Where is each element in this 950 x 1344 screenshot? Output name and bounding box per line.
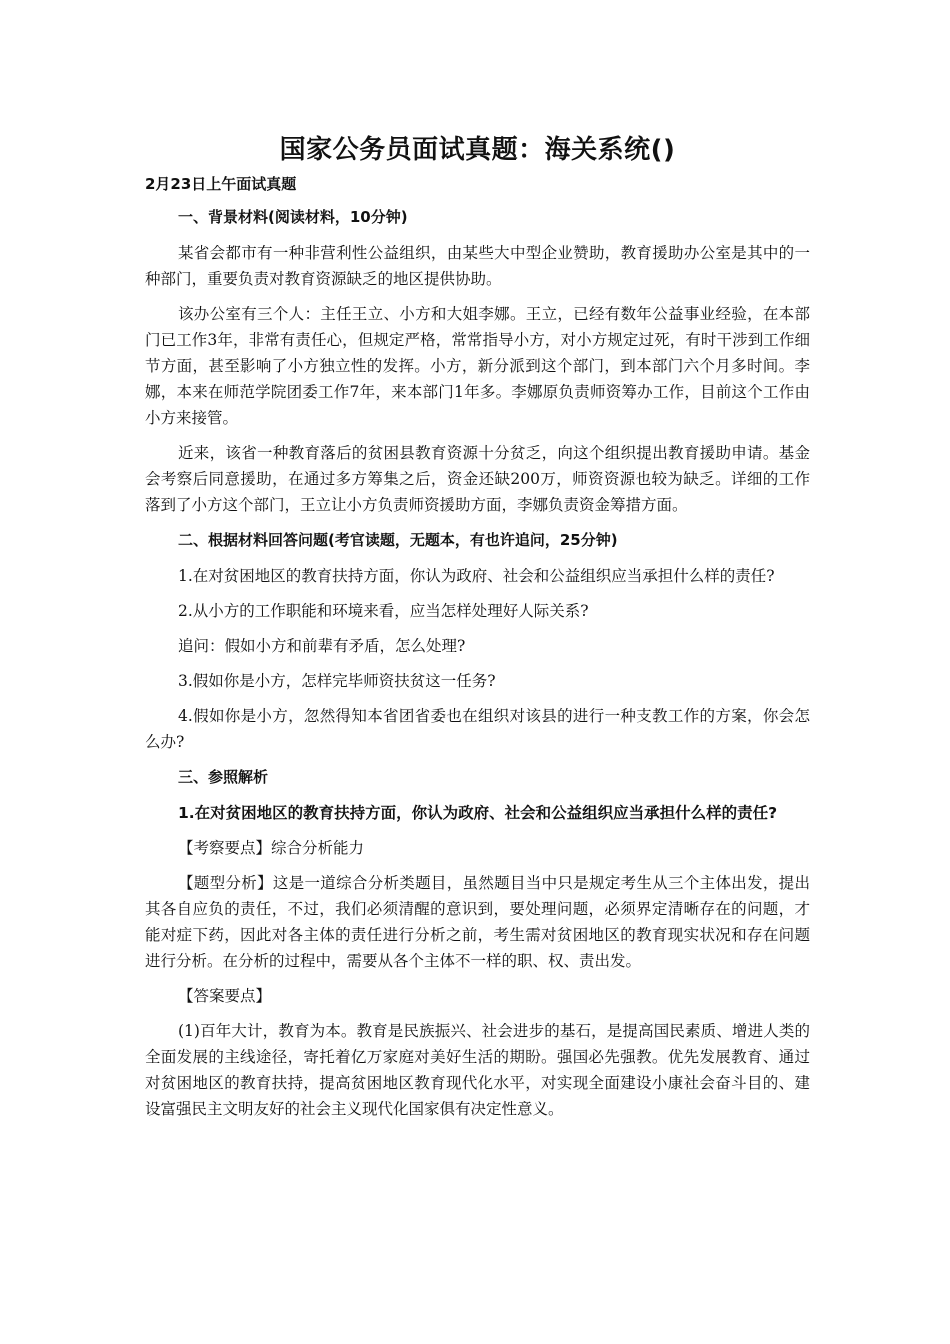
- answer-point-1: (1)百年大计，教育为本。教育是民族振兴、社会进步的基石，是提高国民素质、增进人类的全面发展的主线途径，寄托着亿万家庭对美好生活的期盼。强国必先强教。优先发展教育、通过对贫困地区的教育扶持，提高贫困地区教育现代化水平，对实现全面建设小康社会奋斗目的、建设富强民主文明友好的社会主义现代化国家俱有决定性意义。: [145, 1022, 810, 1118]
- analysis-question-1: 1.在对贫困地区的教育扶持方面，你认为政府、社会和公益组织应当承担什么样的责任?: [178, 804, 778, 822]
- paragraph-1: 某省会都市有一种非营利性公益组织，由某些大中型企业赞助，教育援助办公室是其中的一种部门，重要负责对教育资源缺乏的地区提供协助。: [145, 244, 810, 288]
- section1-heading: 一、背景材料(阅读材料，10分钟): [178, 208, 408, 226]
- paragraph-2: 该办公室有三个人：主任王立、小方和大姐李娜。王立，已经有数年公益事业经验，在本部门已工作3年，非常有责任心，但规定严格，常常指导小方，对小方规定过死，有时干涉到工作细节方面，甚至影响了小方独立性的发挥。小方，新分派到这个部门，到本部门六个月多时间。李娜，本来在师范学院团委工作7年，来本部门1年多。李娜原负责师资筹办工作，目前这个工作由小方来接管。: [145, 305, 810, 427]
- section3-heading: 三、参照解析: [178, 768, 269, 786]
- section2-heading: 二、根据材料回答问题(考官读题，无题本，有也许追问，25分钟): [178, 531, 618, 549]
- question-2: 2.从小方的工作职能和环境来看，应当怎样处理好人际关系?: [178, 602, 589, 620]
- question-3: 3.假如你是小方，怎样完毕师资扶贫这一任务?: [178, 672, 496, 690]
- key-points: 【考察要点】综合分析能力: [178, 839, 365, 857]
- question-type-analysis: 【题型分析】这是一道综合分析类题目，虽然题目当中只是规定考生从三个主体出发，提出其各自应负的责任，不过，我们必须清醒的意识到，要处理问题，必须界定清晰存在的问题，才能对症下药，因此对各主体的责任进行分析之前，考生需对贫困地区的教育现实状况和存在问题进行分析。在分析的过程中，需要从各个主体不一样的职、权、责出发。: [145, 874, 810, 970]
- document-page: [145, 130, 810, 1131]
- question-1: 1.在对贫困地区的教育扶持方面，你认为政府、社会和公益组织应当承担什么样的责任?: [178, 567, 775, 585]
- document-subtitle: 2月23日上午面试真题: [145, 175, 297, 193]
- question-4: 4.假如你是小方，忽然得知本省团省委也在组织对该县的进行一种支教工作的方案，你会怎么办?: [145, 707, 810, 751]
- question-2-followup: 追问：假如小方和前辈有矛盾，怎么处理?: [178, 637, 466, 655]
- paragraph-3: 近来，该省一种教育落后的贫困县教育资源十分贫乏，向这个组织提出教育援助申请。基金会考察后同意援助，在通过多方筹集之后，资金还缺200万，师资资源也较为缺乏。详细的工作落到了小方这个部门，王立让小方负责师资援助方面，李娜负责资金筹措方面。: [145, 444, 810, 514]
- document-title: 国家公务员面试真题：海关系统(): [279, 135, 676, 165]
- answer-heading: 【答案要点】: [178, 987, 272, 1005]
